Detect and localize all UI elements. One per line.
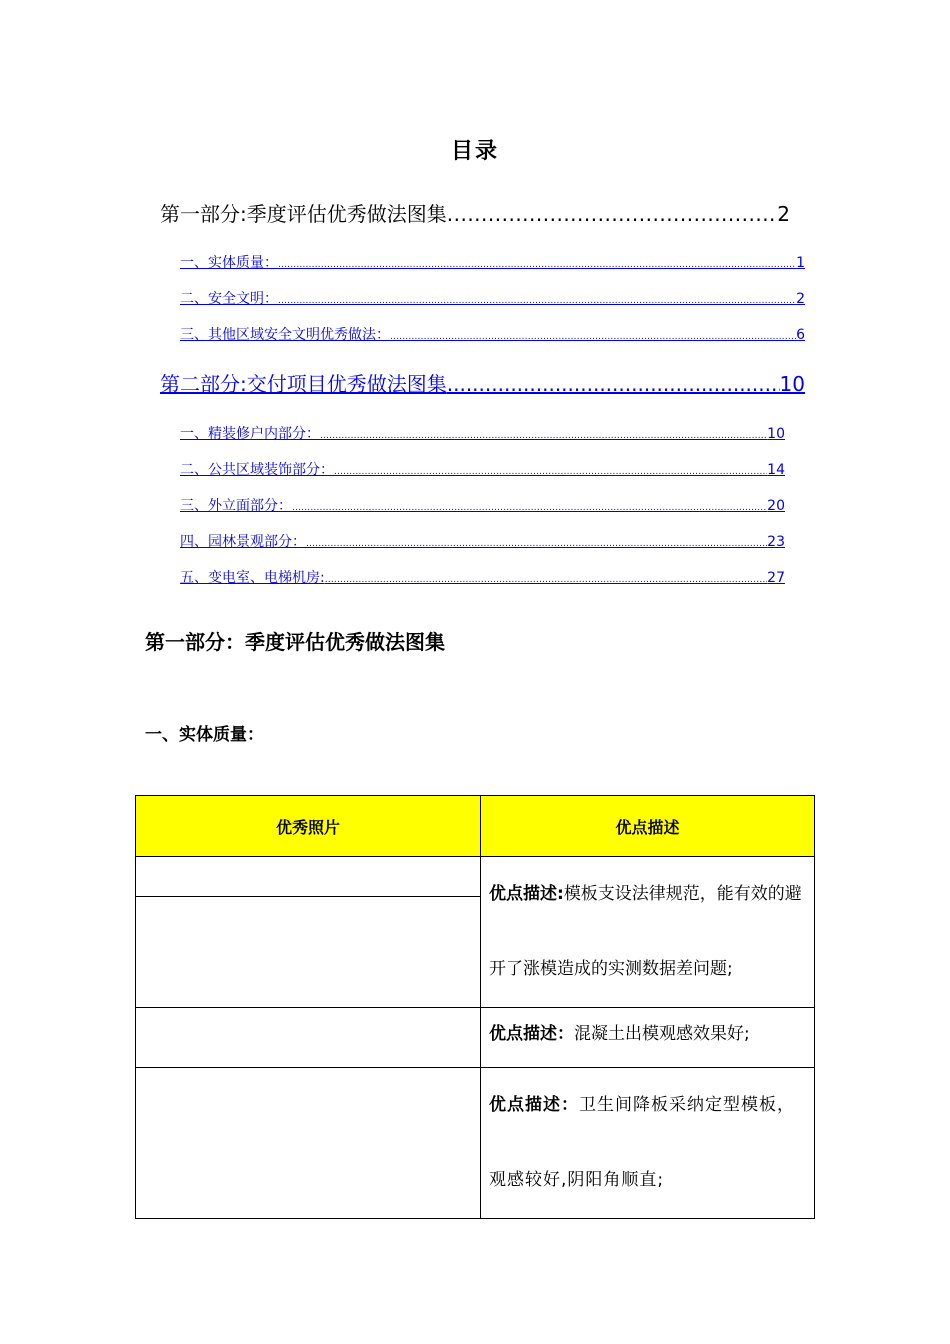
toc-item-link[interactable] bbox=[180, 459, 785, 479]
toc-item-page: 27 bbox=[767, 570, 785, 586]
toc-item-label: 一、精装修户内部分： bbox=[180, 426, 320, 442]
description-prefix: 优点描述: bbox=[489, 884, 564, 904]
toc-leader-dots bbox=[306, 539, 767, 549]
description-cell bbox=[481, 1008, 815, 1068]
description-prefix: 优点描述： bbox=[489, 1024, 574, 1044]
toc-item-label: 五、变电室、电梯机房: bbox=[180, 570, 325, 586]
toc-part2-page: 10 bbox=[779, 372, 805, 396]
toc-item-link[interactable] bbox=[180, 423, 785, 443]
toc-item-link[interactable] bbox=[180, 288, 805, 308]
table-header-row bbox=[136, 796, 815, 857]
toc-part2-link[interactable] bbox=[160, 368, 805, 397]
toc-item-label: 一、实体质量： bbox=[180, 255, 278, 271]
header-description: 优点描述 bbox=[481, 796, 815, 857]
toc-item-page: 23 bbox=[767, 534, 785, 550]
description-prefix: 优点描述： bbox=[489, 1095, 579, 1115]
toc-item-link[interactable] bbox=[180, 531, 785, 551]
toc-item-link[interactable] bbox=[180, 567, 785, 587]
toc-item-page: 20 bbox=[767, 498, 785, 514]
toc-item-page: 14 bbox=[767, 462, 785, 478]
toc-leader-dots bbox=[278, 260, 796, 270]
toc-item-link[interactable] bbox=[180, 495, 785, 515]
toc-item-page: 2 bbox=[796, 291, 805, 307]
practice-table bbox=[135, 795, 815, 1219]
description-text bbox=[481, 1008, 814, 1060]
toc-leader-dots bbox=[447, 372, 780, 396]
photo-cell bbox=[136, 1068, 481, 1219]
toc-leader-dots bbox=[325, 575, 767, 585]
description-body: 混凝土出模观感效果好; bbox=[574, 1024, 750, 1044]
toc-title: 目录 bbox=[450, 139, 499, 164]
description-cell bbox=[481, 857, 815, 1008]
section-heading: 第一部分：季度评估优秀做法图集 bbox=[145, 630, 445, 654]
description-cell bbox=[481, 1068, 815, 1219]
description-body: 模板支设法律规范，能有效的避开了涨模造成的实测数据差问题; bbox=[489, 884, 802, 979]
photo-cell bbox=[136, 857, 481, 897]
toc-item-link[interactable] bbox=[180, 324, 805, 344]
toc-leader-dots bbox=[278, 296, 796, 306]
toc-item-page: 1 bbox=[796, 255, 805, 271]
section-subheading: 一、实体质量： bbox=[145, 725, 264, 745]
toc-leader-dots bbox=[334, 467, 767, 477]
toc-item-label: 三、其他区域安全文明优秀做法： bbox=[180, 327, 390, 343]
photo-cell bbox=[136, 1008, 481, 1068]
toc-part1[interactable] bbox=[160, 198, 790, 227]
description-body: 卫生间降板采纳定型模板，观感较好,阴阳角顺直; bbox=[489, 1095, 795, 1190]
toc-item-page: 10 bbox=[767, 426, 785, 442]
toc-leader-dots bbox=[292, 503, 767, 513]
toc-leader-dots bbox=[320, 431, 767, 441]
description-text bbox=[481, 857, 814, 1007]
toc-part2-label: 第二部分:交付项目优秀做法图集 bbox=[160, 372, 447, 396]
header-photo: 优秀照片 bbox=[136, 796, 481, 857]
toc-part1-label: 第一部分:季度评估优秀做法图集 bbox=[160, 202, 447, 226]
table-row bbox=[136, 1008, 815, 1068]
table-row bbox=[136, 1068, 815, 1219]
toc-leader-dots bbox=[447, 202, 778, 226]
toc-item-label: 三、外立面部分： bbox=[180, 498, 292, 514]
toc-item-page: 6 bbox=[796, 327, 805, 343]
table-row bbox=[136, 857, 815, 897]
toc-item-label: 二、公共区域装饰部分： bbox=[180, 462, 334, 478]
toc-leader-dots bbox=[390, 332, 796, 342]
photo-cell bbox=[136, 897, 481, 1008]
toc-item-label: 二、安全文明： bbox=[180, 291, 278, 307]
toc-item-label: 四、园林景观部分： bbox=[180, 534, 306, 550]
toc-part1-page: 2 bbox=[777, 202, 790, 226]
toc-item-link[interactable] bbox=[180, 252, 805, 272]
description-text bbox=[481, 1068, 814, 1218]
